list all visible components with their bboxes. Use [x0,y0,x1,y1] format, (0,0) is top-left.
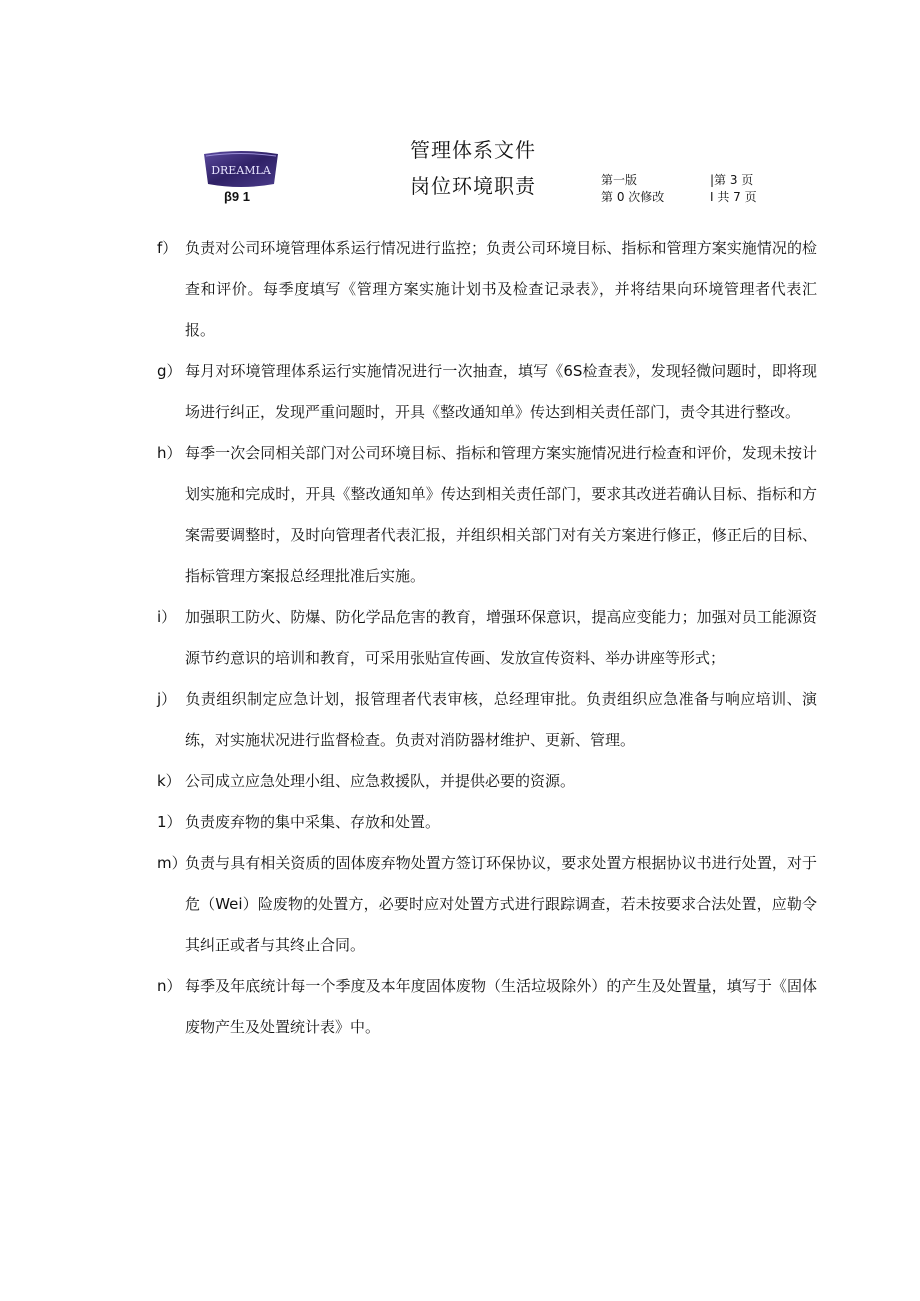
item-label: g） [157,362,182,380]
item-label: i） [157,608,177,626]
document-title: 管理体系文件 [410,138,536,162]
list-item [157,228,817,351]
list-item [157,597,817,679]
item-label: j） [157,690,177,708]
document-subtitle: 岗位环境职责 [410,174,536,198]
page-number: |第 3 页 [710,173,754,187]
logo-text: DREAMLA [211,164,271,177]
item-text: 负责与具有相关资质的固体废弃物处置方签订环保协议，要求处置方根据协议书进行处置，对于危（Wei）险废物的处置方，必要时应对处置方式进行跟踪调查，若未按要求合法处置，应勒令其纠正或者与其终止合同。 [185,854,817,954]
list-item [157,679,817,761]
item-label: 1） [157,813,182,831]
item-label: n） [157,977,182,995]
page-total: I 共 7 页 [710,190,757,204]
dreamla-logo-icon [200,148,282,190]
item-text: 每月对环境管理体系运行实施情况进行一次抽查，填写《6S检查表》，发现轻微问题时，即将现场进行纠正，发现严重问题时，开具《整改通知单》传达到相关责任部门，责令其进行整改。 [185,362,817,421]
item-text: 每季及年底统计每一个季度及本年度固体废物（生活垃圾除外）的产生及处置量，填写于《固体废物产生及处置统计表》中。 [185,977,817,1036]
responsibility-list [157,228,817,1048]
item-text: 每季一次会同相关部门对公司环境目标、指标和管理方案实施情况进行检查和评价，发现未按计划实施和完成时，开具《整改通知单》传达到相关责任部门，要求其改迸若确认目标、指标和方案需要调整时，及时向管理者代表汇报，并组织相关部门对有关方案进行修正，修正后的目标、指标管理方案报总经理批准后实施。 [185,444,817,585]
revision-label: 第 0 次修改 [601,190,665,204]
item-text: 公司成立应急处理小组、应急救援队，并提供必要的资源。 [185,772,576,790]
list-item [157,761,817,802]
item-text: 加强职工防火、防爆、防化学品危害的教育，增强环保意识，提高应变能力；加强对员工能源资源节约意识的培训和教育，可采用张贴宣传画、发放宣传资料、举办讲座等形式； [185,608,817,667]
version-label: 第一版 [601,173,638,187]
item-text: 负责对公司环境管理体系运行情况进行监控；负责公司环境目标、指标和管理方案实施情况的检查和评价。每季度填写《管理方案实施计划书及检查记录表》，并将结果向环境管理者代表汇报。 [185,239,817,339]
item-text: 负责废弃物的集中采集、存放和处置。 [185,813,441,831]
company-logo [200,148,284,204]
list-item [157,843,817,966]
list-item [157,802,817,843]
item-label: f） [157,239,178,257]
item-text: 负责组织制定应急计划，报管理者代表审核，总经理审批。负责组织应急准备与响应培训、演练，对实施状况进行监督检查。负责对消防器材维护、更新、管理。 [185,690,817,749]
list-item [157,966,817,1048]
item-label: h） [157,444,182,462]
item-label: m） [157,854,187,872]
list-item [157,351,817,433]
list-item [157,433,817,597]
logo-code: β9 1 [224,189,251,204]
item-label: k） [157,772,181,790]
